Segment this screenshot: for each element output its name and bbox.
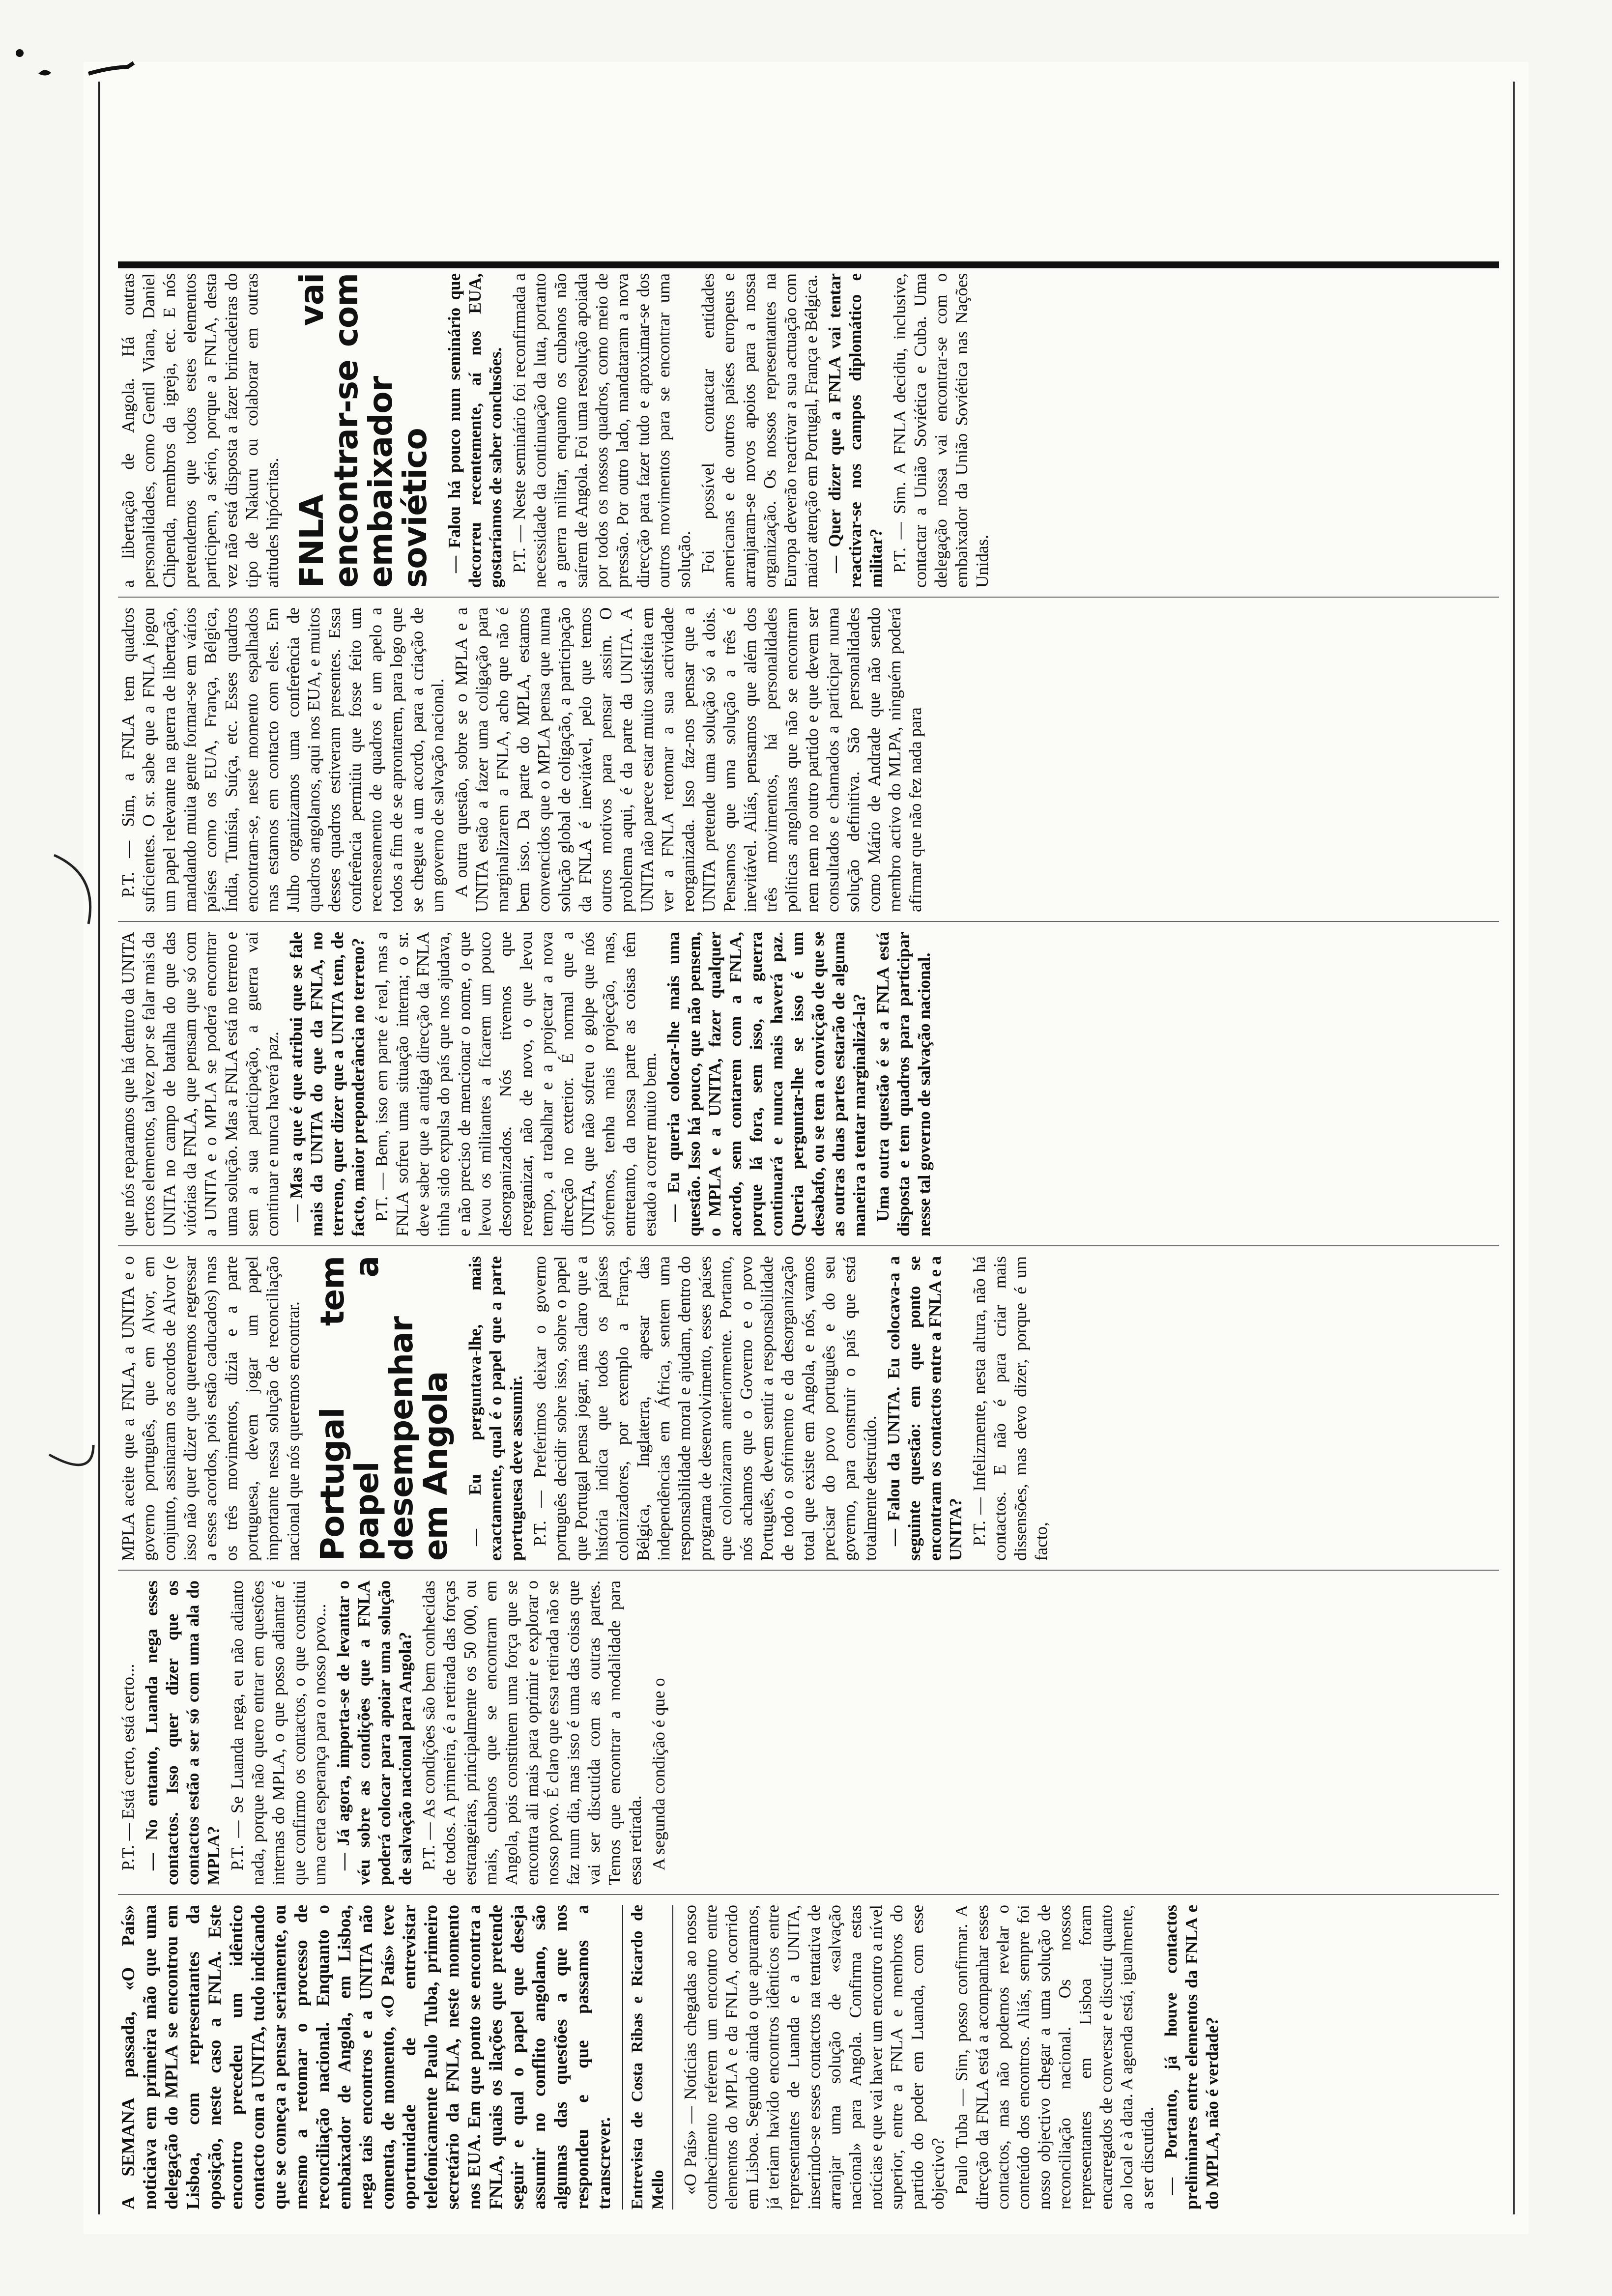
scan-smudge	[38, 70, 51, 75]
paragraph: P.T. — Está certo, está certo...	[118, 1664, 138, 1870]
paragraph: MPLA aceite que a FNLA, a UNITA e o governo português, que em Alvor, em conjunto, assinaram os acordos de Alvor (e isso não quer dizer que queremos regressar a esses acordos, pois estão caducados) mas os três movimentos, dizia e a parte portuguesa, devem jogar um papel importante nessa solução de reconciliação nacional que nós queremos encontrar.	[118, 1256, 303, 1561]
paragraph: P.T. — Bem, isso em parte é real, mas a FNLA sofreu uma situação interna; o sr. deve saber que a antiga direcção da FNLA tinha sido expulsa do país que nos ajudava, e não preciso de mencionar o nome, o que levou os militantes a ficarem um pouco desorganizados. Nós tivemos que reorganizar, não de novo, o que levou tempo, a trabalhar e a projectar a nova direcção no exterior. É normal que a UNITA, que não sofreu o golpe que nós sofremos, tenha mais projecção, mas, entretanto, da nossa parte as coisas têm estado a correr muito bem.	[372, 932, 660, 1236]
question-paragraph: — Falou há pouco num seminário que decorreu recentemente, aí nos EUA, gostaríamos de saber conclusões.	[445, 273, 505, 588]
question-paragraph: — Eu queria colocar-lhe mais uma questão. Isso há pouco, que não pensem, o MPLA e a UNITA, fazer qualquer acordo, sem contarem com a FNLA, porque lá fora, sem isso, a guerra continuará e nunca mais haverá paz. Queria perguntar-lhe se isso é um desabafo, ou se tem a convicção de que se as outras duas partes estarão de alguma maneira a tentar marginalizá-la?	[664, 932, 869, 1236]
question-paragraph: — Falou da UNITA. Eu colocava-a a seguinte questão: em que ponto se encontram os contactos entre a FNLA e a UNITA?	[884, 1256, 965, 1561]
byline: Entrevista de Costa Ribas e Ricardo de Mello	[622, 1905, 673, 2210]
paragraph: P.T. — Neste seminário foi reconfirmada a necessidade da continuação da luta, portanto a guerra militar, enquanto os cubanos não saírem de Angola. Foi uma resolução apoiada por todos os nossos quadros, como meio de pressão. Por outro lado, mandataram a nova direcção para fazer tudo e aproximar-se dos outros movimentos para se encontrar uma solução.	[510, 273, 694, 588]
scan-dot	[16, 49, 24, 57]
punch-hole-arc	[54, 855, 90, 924]
paragraph: Foi possível contactar entidades americanas e de outros países europeus e arranjaram-se novos apoios para a nossa organização. Os nossos representantes na Europa deverão reactivar a sua actuação com maior atenção em Portugal, França e Bélgica.	[698, 273, 821, 588]
paragraph: P.T. — Infelizmente, nesta altura, não há contactos. E não é para criar mais dissensões, mas devo dizer, porque é um facto,	[970, 1256, 1051, 1561]
question-paragraph: — Portanto, já houve contactos preliminares entre elementos da FNLA e do MPLA, não é verdade?	[1161, 1905, 1222, 2210]
paragraph: Paulo Tuba — Sim, posso confirmar. A direcção da FNLA está a acompanhar esses contactos, mas não podemos revelar o conteúdo dos encontros. Aliás, sempre foi nosso objectivo chegar a uma solução de reconciliação nacional. Os nossos representantes em Lisboa foram encarregados de conversar e discutir quanto ao local e à data. A agenda está, igualmente, a ser discutida.	[952, 1905, 1157, 2210]
question-paragraph: Uma outra questão é se a FNLA está disposta e tem quadros para participar nesse tal governo de salvação nacional.	[873, 932, 934, 1236]
question-paragraph: — Mas a que é que atribui que se fale mais da UNITA do que da FNLA, no terreno, quer dizer que a UNITA tem, de facto, maior preponderância no terreno?	[287, 932, 368, 1236]
scan-mark	[88, 63, 134, 74]
question-paragraph: — Já agora, importa-se de levantar o véu sobre as condições que a FNLA poderá colocar para apoiar uma solução de salvação nacional para Angola?	[334, 1580, 415, 1885]
paragraph: que nós reparamos que há dentro da UNITA certos elementos, talvez por se falar mais da UNITA no campo de batalha do que das vitórias da FNLA, que pensam que só com a UNITA e o MPLA se poderá encontrar uma solução. Mas a FNLA está no terreno e sem a sua participação, a guerra vai continuar e nunca haverá paz.	[118, 932, 282, 1236]
headline-sovietico: FNLA vai encontrar-se com embaixador soviético	[293, 273, 434, 588]
headline-portugal: Portugal tem papel a desempenhar em Angola	[314, 1256, 455, 1561]
paragraph: A outra questão, sobre se o MPLA e a UNITA estão a fazer uma coligação para marginalizarem a FNLA, acho que não é bem isso. Da parte do MPLA, estamos convencidos que o MPLA pensa que numa solução global de coligação, a participação da FNLA é inevitável, pelo que temos outros motivos para pensar assim. O problema aqui, é da parte da UNITA. A UNITA não parece estar muito satisfeita em ver a FNLA retomar a sua actividade reorganizada. Isso faz-nos pensar que a UNITA pretende uma solução só a dois. Pensamos que uma solução a três é inevitável. Aliás, pensamos que além dos três movimentos, há personalidades políticas angolanas que não se encontram nem nem no outro partido e que devem ser consultados e chamados a participar numa solução definitiva. São personalidades como Mário de Andrade que não sendo membro activo do MLPA, ninguém poderá afirmar que não fez nada para	[452, 607, 925, 912]
paragraph: A segunda condição é que o	[649, 1678, 668, 1870]
paragraph: P.T. — Sim, a FNLA tem quadros suficientes. O sr. sabe que a FNLA jogou um papel relevante na guerra de libertação, mandando muita gente formar-se em vários países como os EUA, França, Bélgica, Índia, Tunísia, Suíça, etc. Esses quadros encontram-se, neste momento espalhados mas estamos em contacto com eles. Em Julho organizamos uma conferência de quadros angolanos, aqui nos EUA, e muitos desses quadros estiveram presentes. Essa conferência permitiu que fosse feito um recenseamento de quadros e um apelo a todos a fim de se aprontarem, para logo que se chegue a um acordo, para a criação de um governo de salvação nacional.	[118, 607, 447, 912]
punch-hole-arc	[49, 1445, 93, 1465]
paragraph: P.T. — Preferimos deixar o governo português decidir sobre isso, sobre o papel que Portugal pensa jogar, mas claro que a história indica que todos os países colonizadores, por exemplo a França, Bélgica, Inglaterra, apesar das independências em África, sentem uma responsabilidade moral e ajudam, dentro do programa de desenvolvimento, esses países que colonizaram anteriormente. Portanto, nós achamos que o Governo e o povo Português, devem sentir a responsabilidade de todo o sofrimento e da desorganização total que existe em Angola, e nós, vamos precisar do povo português e do seu governo, para construir o país que está totalmente destruído.	[530, 1256, 880, 1561]
paragraph: P.T. — As condições são bem conhecidas de todos. A primeira, é a retirada das forças estrangeiras, principalmente os 50 000, ou mais, cubanos que se encontram em Angola, pois constituem uma força que se encontra ali mais para oprimir e explorar o nosso povo. É claro que essa retirada não se faz num dia, mas isso é uma das coisas que vai ser discutida com as outras partes. Temos que encontrar a modalidade para essa retirada.	[419, 1580, 645, 1885]
paragraph: P.T. — Se Luanda nega, eu não adianto nada, porque não quero entrar em questões internas do MPLA, o que posso adiantar é que confirmo os contactos, o que constitui uma certa esperança para o nosso povo...	[228, 1580, 329, 1885]
question-paragraph: — No entanto, Luanda nega esses contactos. Isso quer dizer que os contactos estão a ser só com uma ala do MPLA?	[142, 1580, 223, 1885]
intro-paragraph: A SEMANA passada, «O País» noticiava em primeira mão que uma delegação do MPLA se encontrou em Lisboa, com representantes da oposição, neste caso a FNLA. Este encontro precedeu um idêntico contacto com a UNITA, tudo indicando que se começa a pensar seriamente, ou mesmo a retomar o processo de reconciliação nacional. Enquanto o embaixador de Angola, em Lisboa, nega tais encontros e a UNITA não comenta, de momento, «O País» teve oportunidade de entrevistar telefonicamente Paulo Tuba, primeiro secretário da FNLA, neste momento nos EUA. Em que ponto se encontra a FNLA, quais os ilações que pretende seguir e qual o papel que deseja assumir no conflito angolano, são algumas das questões a que nos respondeu e que passamos a transcrever.	[118, 1905, 614, 2210]
question-paragraph: — Quer dizer que a FNLA vai tentar reactivar-se nos campos diplomático e militar?	[825, 273, 886, 588]
paragraph: «O País» — Notícias chegadas ao nosso conhecimento referem um encontro entre elementos do MPLA e da FNLA, ocorrido em Lisboa. Segundo ainda o que apuramos, já teriam havido encontros idênticos entre representantes de Luanda e a UNITA, inserindo-se esses contactos na tentativa de arranjar uma solução de «salvação nacional» para Angola. Confirma estas notícias e que vai haver um encontro a nível superior, entre a FNLA e membros do partido do poder em Luanda, com esse objectivo?	[681, 1905, 948, 2210]
paragraph: a libertação de Angola. Há outras personalidades, como Gentil Viana, Daniel Chipenda, membros da igreja, etc. E nós pretendemos que todos estes elementos participem, a sério, porque a FNLA, desta vez não está disposta a fazer brincadeiras do tipo de Nakuru ou colaborar em outras atitudes hipócritas.	[118, 273, 282, 588]
paragraph: P.T. — Sim. A FNLA decidiu, inclusive, contactar a União Soviética e Cuba. Uma delegação nossa vai encontrar-se com o embaixador da União Soviética nas Nações Unidas.	[890, 273, 992, 588]
question-paragraph: — Eu perguntava-lhe, mais exactamente, qual é o papel que a parte portuguesa deve assumir.	[465, 1256, 526, 1561]
